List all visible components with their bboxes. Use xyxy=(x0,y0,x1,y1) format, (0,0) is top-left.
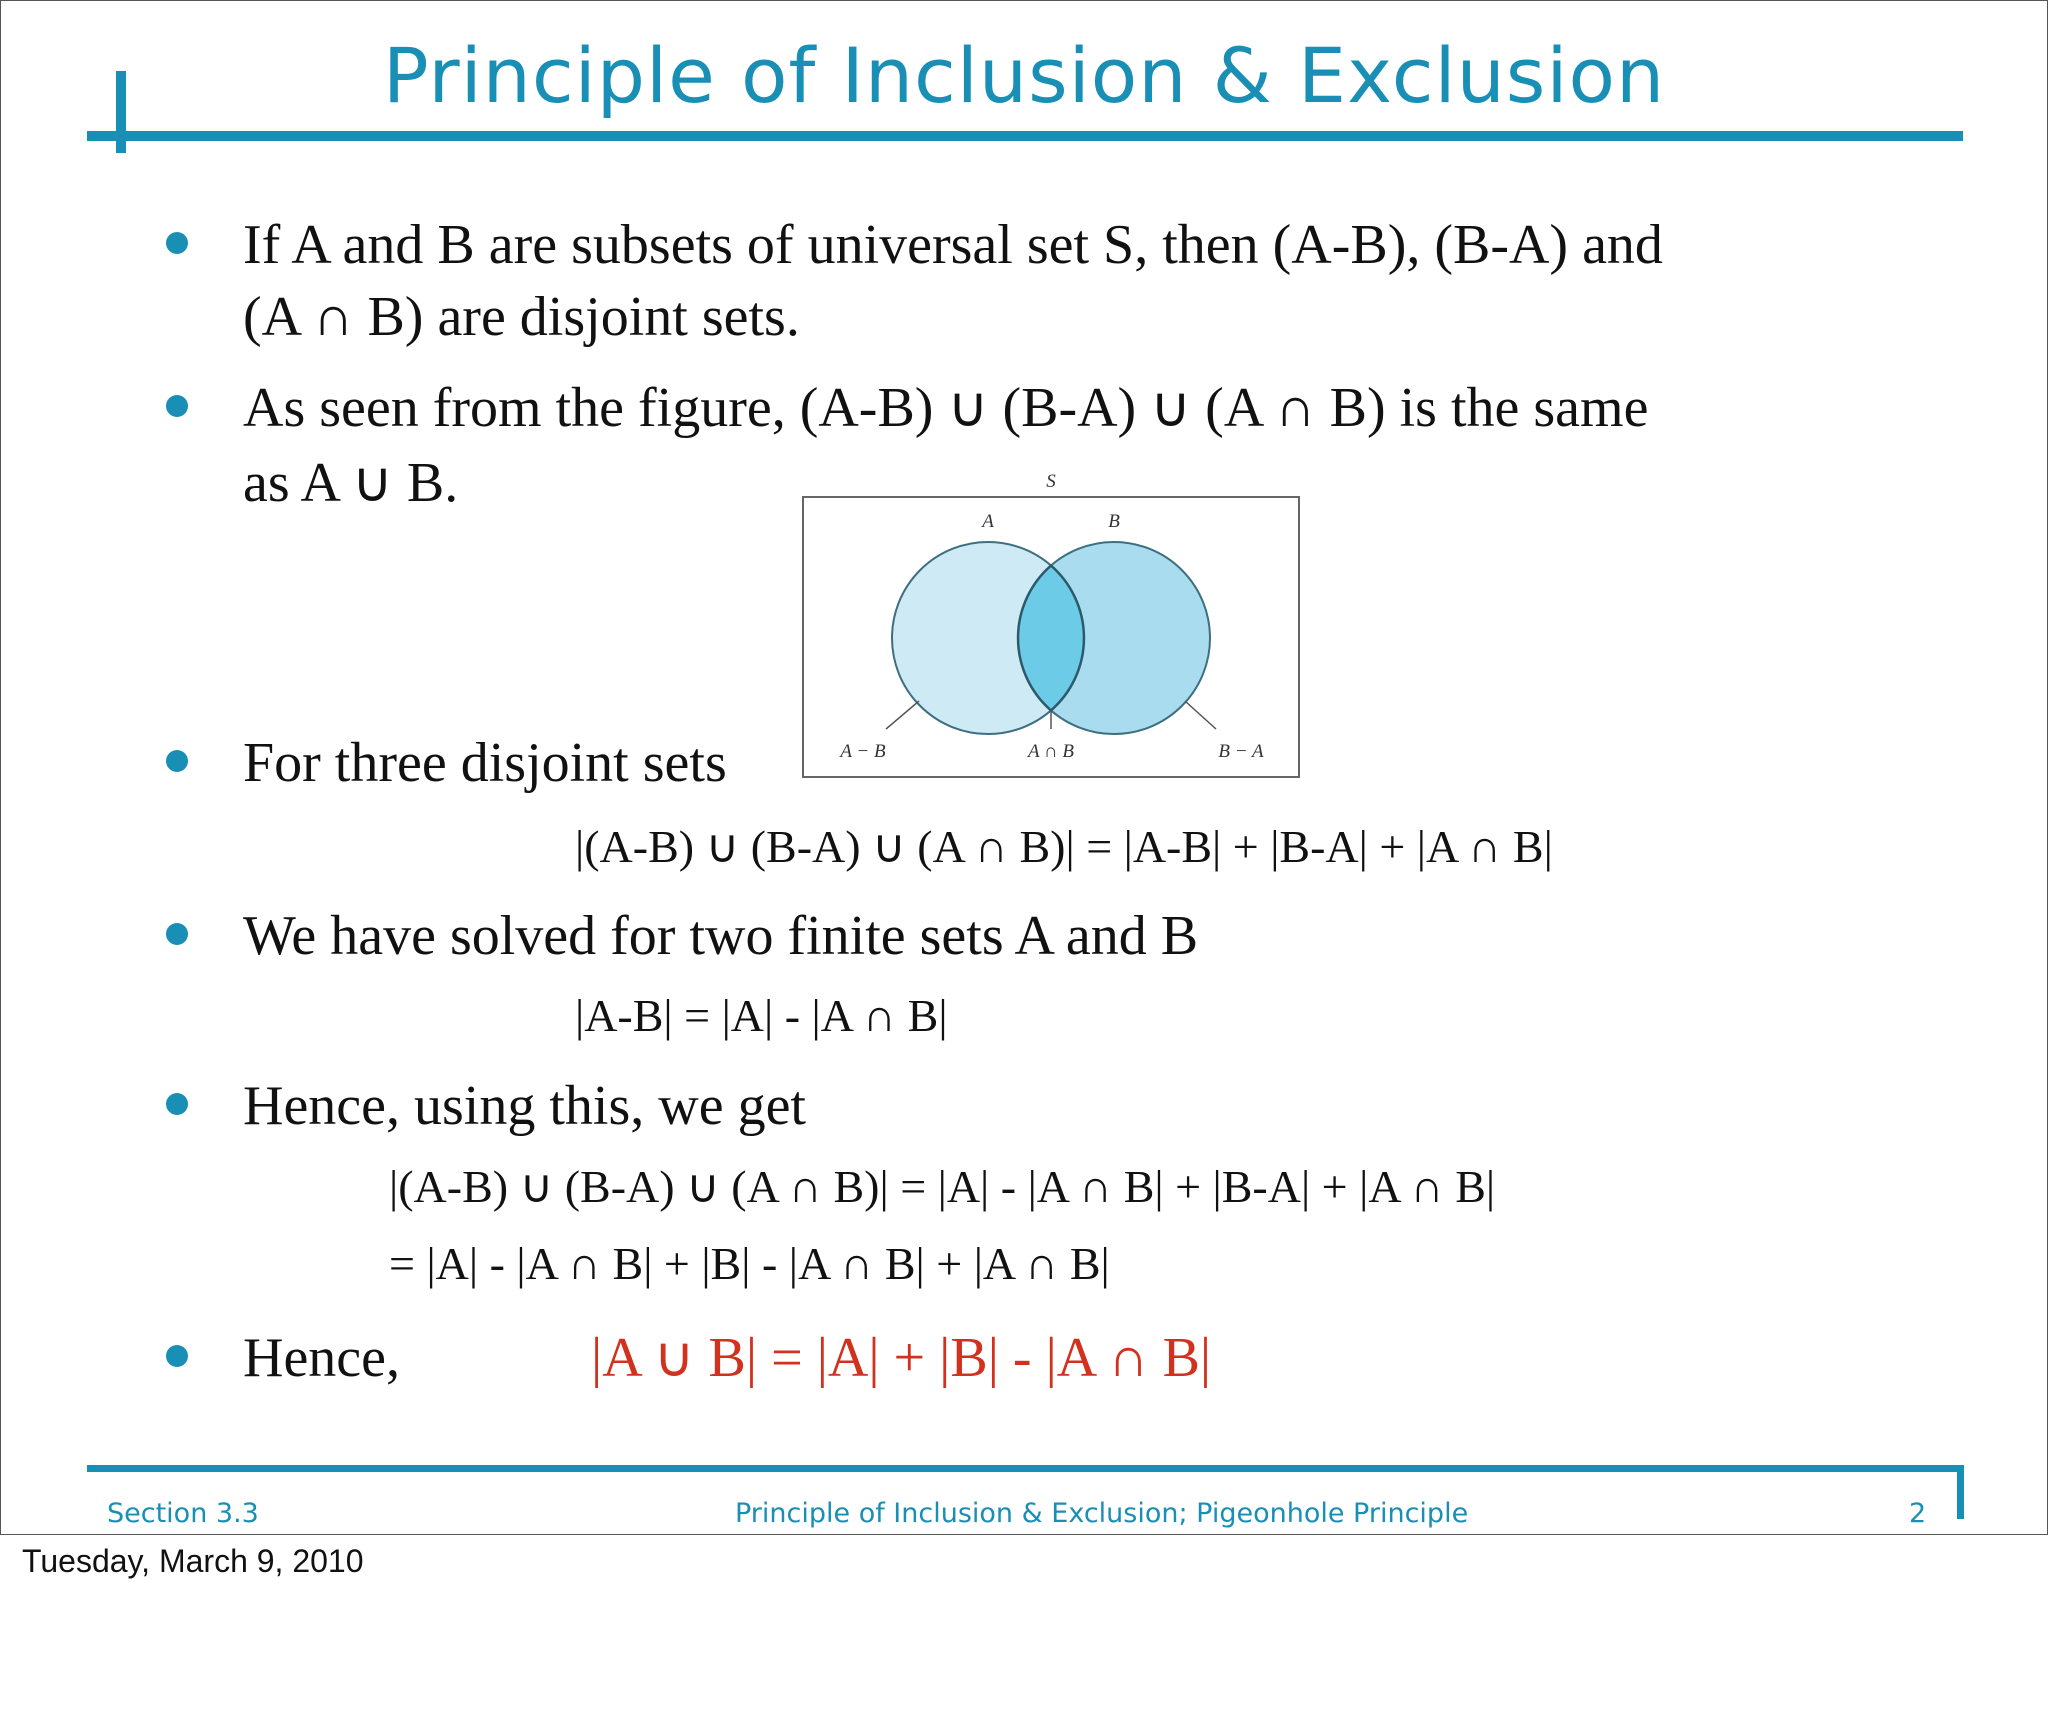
set-a-label: A xyxy=(982,511,994,532)
bullet-dot xyxy=(166,750,188,772)
bullet-5-equation-2: = |A| - |A ∩ B| + |B| - |A ∩ B| + |A ∩ B| xyxy=(389,1238,1110,1289)
footer-rule xyxy=(87,1465,1963,1472)
bullet-dot xyxy=(166,1345,188,1367)
bullet-2-line-1: As seen from the figure, (A-B) ∪ (B-A) ∪ (A ∩ B) is the same xyxy=(243,377,1649,439)
print-date: Tuesday, March 9, 2010 xyxy=(22,1543,364,1579)
universe-label: S xyxy=(1046,471,1056,492)
footer-page-number: 2 xyxy=(1909,1498,1927,1529)
bullet-2-line-2: as A ∪ B. xyxy=(243,452,459,514)
bullet-dot xyxy=(166,1093,188,1115)
b-minus-a-label: B − A xyxy=(1218,741,1264,762)
bullet-1-line-1: If A and B are subsets of universal set S, then (A-B), (B-A) and xyxy=(243,214,1663,276)
bullet-3-text: For three disjoint sets xyxy=(243,732,727,794)
set-b-label: B xyxy=(1108,511,1120,532)
footer-rule-tick xyxy=(1957,1465,1964,1519)
final-formula: |A ∪ B| = |A| + |B| - |A ∩ B| xyxy=(591,1327,1212,1389)
bullet-5-equation-1: |(A-B) ∪ (B-A) ∪ (A ∩ B)| = |A| - |A ∩ B| + |B-A| + |A ∩ B| xyxy=(389,1161,1496,1212)
bullet-1-line-2: (A ∩ B) are disjoint sets. xyxy=(243,286,800,348)
footer-section: Section 3.3 xyxy=(107,1498,259,1529)
bullet-dot xyxy=(166,395,188,417)
bullet-dot xyxy=(166,232,188,254)
bullet-3-equation: |(A-B) ∪ (B-A) ∪ (A ∩ B)| = |A-B| + |B-A| + |A ∩ B| xyxy=(575,821,1553,872)
slide-title: Principle of Inclusion & Exclusion xyxy=(382,31,1666,120)
footer-course-title: Principle of Inclusion & Exclusion; Pigeonhole Principle xyxy=(735,1498,1469,1529)
bullet-5-text: Hence, using this, we get xyxy=(243,1075,806,1137)
bullet-4-text: We have solved for two finite sets A and B xyxy=(243,905,1199,967)
venn-diagram xyxy=(801,461,1301,781)
a-minus-b-label: A − B xyxy=(840,741,886,762)
title-rule xyxy=(87,131,1963,141)
bullet-dot xyxy=(166,923,188,945)
bullet-6-text: Hence, xyxy=(243,1327,401,1389)
intersection-label: A ∩ B xyxy=(1027,741,1075,762)
bullet-4-equation: |A-B| = |A| - |A ∩ B| xyxy=(575,990,948,1041)
